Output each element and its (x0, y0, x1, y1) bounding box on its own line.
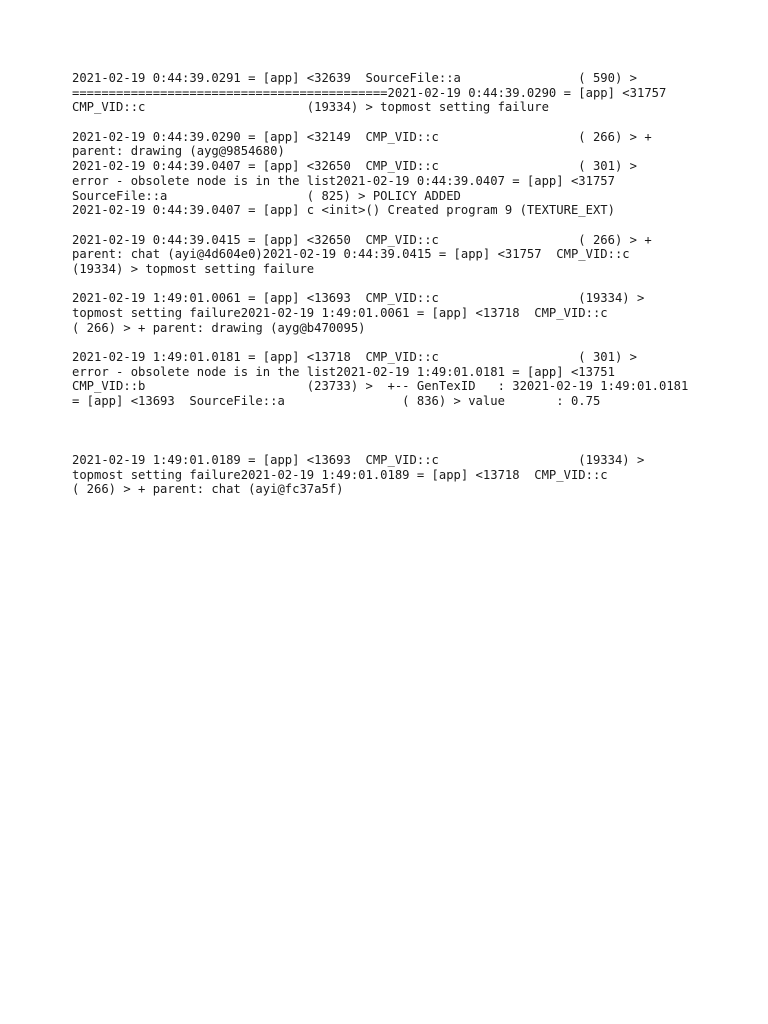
log-line: = [app] <13693 SourceFile::a ( 836) > value : 0.75 (72, 394, 601, 409)
log-entry-block (72, 71, 732, 115)
log-line: 2021-02-19 1:49:01.0181 = [app] <13718 CMP_VID::c ( 301) > (72, 350, 637, 365)
log-line: CMP_VID::b (23733) > +-- GenTexID : 32021-02-19 1:49:01.0181 (72, 379, 689, 394)
log-line: parent: drawing (ayg@9854680) (72, 144, 285, 159)
log-line: ===========================================2021-02-19 0:44:39.0290 = [app] <31757 (72, 85, 667, 100)
log-line: 2021-02-19 1:49:01.0189 = [app] <13693 CMP_VID::c (19334) > (72, 452, 645, 467)
log-line: 2021-02-19 0:44:39.0415 = [app] <32650 CMP_VID::c ( 266) > + (72, 232, 652, 247)
log-entry-block (72, 350, 732, 409)
log-line: ( 266) > + parent: chat (ayi@fc37a5f) (72, 482, 344, 497)
log-line: (19334) > topmost setting failure (72, 261, 315, 276)
log-line: parent: chat (ayi@4d604e0)2021-02-19 0:44:39.0415 = [app] <31757 CMP_VID::c (72, 247, 630, 262)
log-line: 2021-02-19 0:44:39.0290 = [app] <32149 CMP_VID::c ( 266) > + (72, 129, 652, 144)
log-entry-block (72, 453, 732, 497)
log-line: CMP_VID::c (19334) > topmost setting failure (72, 100, 549, 115)
log-entry-block (72, 291, 732, 335)
log-line: ( 266) > + parent: drawing (ayg@b470095) (72, 320, 366, 335)
log-line: error - obsolete node is in the list2021-02-19 1:49:01.0181 = [app] <13751 (72, 364, 615, 379)
log-line: topmost setting failure2021-02-19 1:49:01.0061 = [app] <13718 CMP_VID::c (72, 306, 608, 320)
log-entry-block (72, 130, 732, 218)
log-line: SourceFile::a ( 825) > POLICY ADDED (72, 188, 461, 203)
log-entry-block (72, 233, 732, 277)
log-line: 2021-02-19 0:44:39.0407 = [app] <32650 CMP_VID::c ( 301) > (72, 159, 637, 174)
log-text-block (72, 71, 732, 497)
log-line: 2021-02-19 0:44:39.0407 = [app] c <init>() Created program 9 (TEXTURE_EXT) (72, 203, 615, 218)
log-line: topmost setting failure2021-02-19 1:49:01.0189 = [app] <13718 CMP_VID::c (72, 467, 608, 482)
log-line: 2021-02-19 0:44:39.0291 = [app] <32639 SourceFile::a ( 590) > (72, 71, 637, 85)
log-line: error - obsolete node is in the list2021-02-19 0:44:39.0407 = [app] <31757 (72, 173, 615, 188)
log-line: 2021-02-19 1:49:01.0061 = [app] <13693 CMP_VID::c (19334) > (72, 291, 645, 306)
